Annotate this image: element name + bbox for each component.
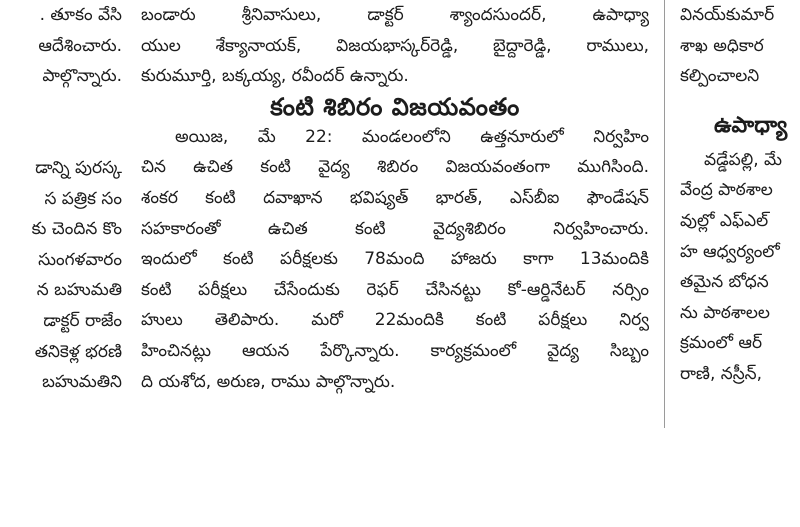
middle-column-article [141, 0, 649, 397]
body-line: శంకర కంటి దవాఖాన భవిష్యత్ భారత్, ఎస్‌బీఐ ఫౌండేషన్ [141, 187, 649, 208]
right-intro-line: శాఖ అధికార [680, 35, 764, 56]
right-body-line: వేంద్ర పాఠశాల [680, 180, 773, 201]
left-column-text [0, 0, 124, 398]
right-column-text [680, 0, 800, 390]
right-article-headline: ఉపాధ్యా [714, 112, 788, 138]
body-line: కంటి పరీక్షలు చేసేందుకు రెఫర్ చేసినట్టు కో-ఆర్డినేటర్ నర్సిం [141, 279, 649, 300]
body-line: హులు తెలిపారు. మరో 22మందికి కంటి పరీక్షలు నిర్వ [141, 310, 649, 331]
right-body-line: తమైన బోధన [680, 272, 769, 293]
left-column-line [0, 122, 124, 153]
left-column-line: పాల్గొన్నారు. [42, 66, 122, 87]
right-body-line: క్రమంలో ఆర్ [680, 333, 763, 354]
body-line: ది యశోద, అరుణ, రాము పాల్గొన్నారు. [141, 371, 396, 392]
right-body-line: రాణి, నస్రీన్, [680, 363, 762, 384]
right-body-line: వడ్డేపల్లి, మే [704, 149, 783, 170]
right-intro-line: వినయ్‌కుమార్ [680, 5, 775, 25]
left-column-line: కు చెందిన కొం [31, 219, 122, 240]
left-column-line: బహుమతిని [42, 372, 122, 393]
left-column-line: తనికెళ్ల భరణి [34, 341, 122, 362]
left-column-line: డాన్ని పురస్క [35, 157, 122, 178]
left-column-line: డాక్టర్ రాజేం [43, 310, 122, 331]
body-line: చిన ఉచిత కంటి వైద్య శిబిరం విజయవంతంగా ముగిసింది. [141, 157, 649, 178]
body-line: ఇందులో కంటి పరీక్షలకు 78మంది హాజరు కాగా 13మందికి [141, 249, 649, 270]
right-body-line: ను పాఠశాలల [680, 302, 770, 323]
left-column-line [0, 92, 124, 123]
left-column-line: స పత్రిక సం [44, 188, 122, 209]
body-line: హించినట్లు ఆయన పేర్కొన్నారు. కార్యక్రమంలో వైద్య సిబ్బం [141, 340, 649, 361]
intro-line: యుల శేక్యానాయక్, విజయభాస్కర్‌రెడ్డి, బైద్దారెడ్డి, రాములు, [141, 35, 649, 56]
left-column-line: ఆదేశించారు. [38, 35, 122, 56]
intro-line: కురుమూర్తి, బక్కయ్య, రవీందర్ ఉన్నారు. [141, 66, 409, 87]
body-line: సహకారంతో ఉచిత కంటి వైద్యశిబిరం నిర్వహించారు. [141, 218, 649, 239]
column-divider [664, 0, 665, 428]
left-column-line: . తూకం వేసి [39, 5, 122, 25]
intro-line: బండారు శ్రీనివాసులు, డాక్టర్ శ్యాందసుందర్, ఉపాధ్యా [141, 5, 649, 25]
left-column-line: న బహుమతి [36, 280, 122, 301]
body-line: అయిజ, మే 22: మండలంలోని ఉత్తనూరులో నిర్వహిం [175, 126, 649, 147]
left-column-line: సుంగళవారం [38, 249, 122, 270]
right-body-line: వుల్లో ఎఫ్ఎల్ [680, 210, 769, 231]
article-headline: కంటి శిబిరం విజయవంతం [270, 92, 520, 121]
right-intro-line: కల్పించాలని [680, 66, 760, 87]
right-body-line: హ ఆధ్వర్యంలో [680, 241, 780, 262]
